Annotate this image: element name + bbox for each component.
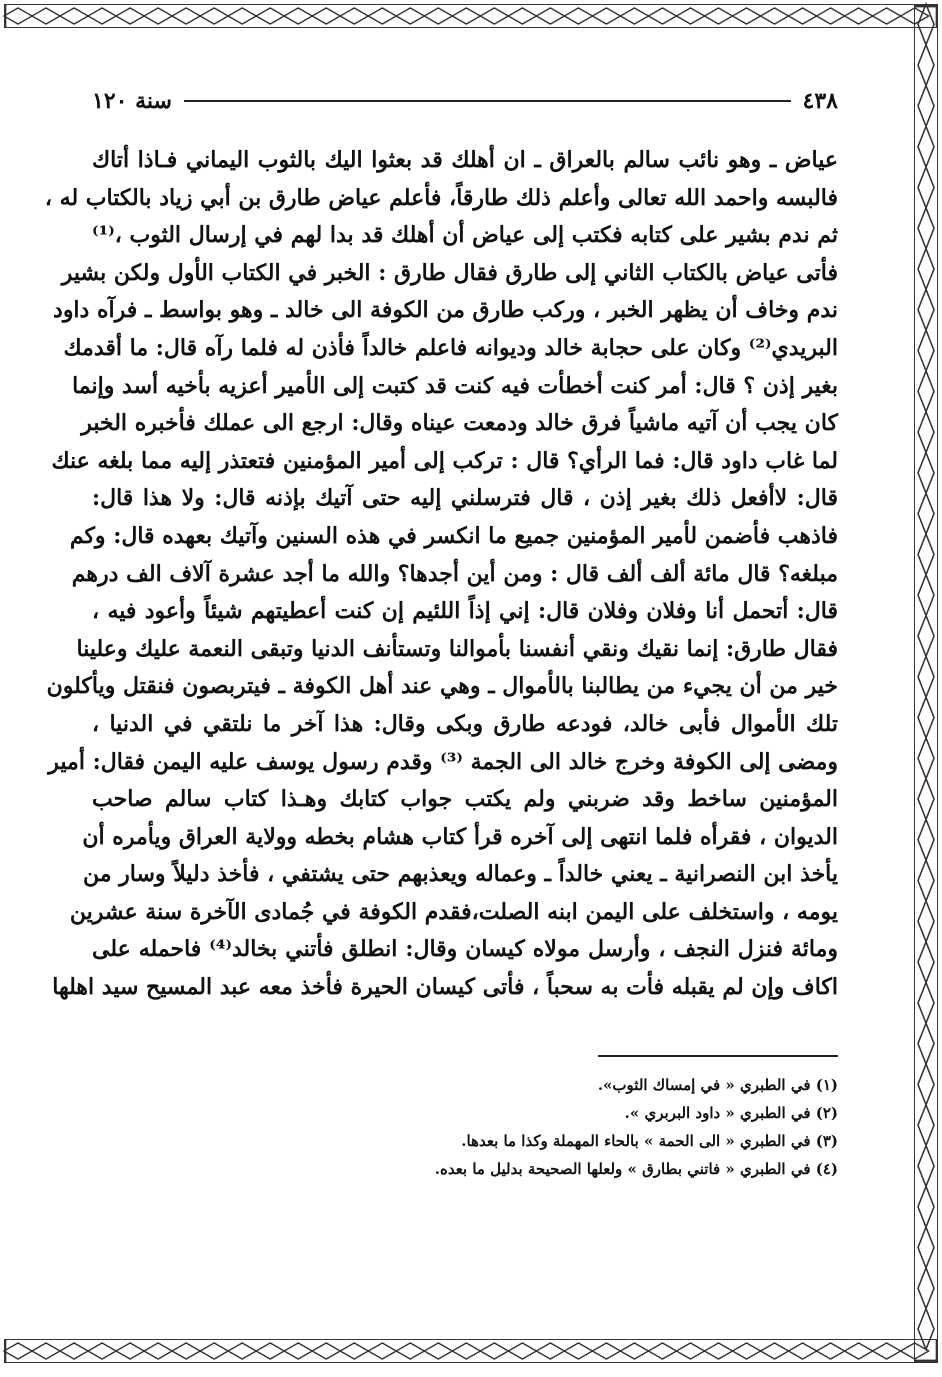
text-line: اكاف وإن لم يقبله فأت به سحباً ، فأتى كيسان الحيرة فأخذ معه عبد المسيح سيد اهلها [52, 974, 838, 1001]
header-rule [184, 100, 791, 102]
text-line: المؤمنين ساخط وقد ضربني ولم يكتب جواب كتابك وهـذا كتاب سالم صاحب [92, 786, 838, 813]
header-year: سنة ١٢٠ [92, 88, 172, 114]
footnote-item: (٤) في الطبري « فاتني بطارق » ولعلها الصحيحة بدليل ما بعده. [434, 1159, 838, 1178]
text-line: خير من أن يجيء من يطالبنا بالأموال ـ وهي عند أهل الكوفة ـ فيتربصون فنقتل ويأكلون [46, 673, 838, 700]
decorative-border-right [914, 4, 938, 1363]
text-line: مبلغه؟ قال مائة ألف ألف قال : ومن أين أجدها؟ والله ما أجد عشرة آلاف الف درهم [71, 560, 838, 587]
footnote-item: (٣) في الطبري « الى الحمة » بالحاء المهملة وكذا ما بعدها. [461, 1131, 838, 1150]
text-line: فقال طارق: إنما نقيك ونقي أنفسنا بأموالنا وتستأنف الدنيا وتبقى النعمة عليك وعلينا [76, 635, 838, 662]
text-line: ومضى إلى الكوفة وخرج خالد الى الجمة ⁽³⁾ وقدم رسول يوسف عليه اليمن فقال: أمير [48, 748, 838, 775]
main-text [44, 142, 839, 1007]
text-line: ومائة فنزل النجف ، وأرسل مولاه كيسان وقال: انطلق فأتني بخالد⁽⁴⁾ فاحمله على [92, 936, 839, 963]
page-number: ٤٣٨ [802, 88, 838, 114]
text-line: يومه ، واستخلف على اليمن ابنه الصلت،فقدم الكوفة في جُمادى الآخرة سنة عشرين [69, 898, 838, 925]
footnotes [92, 1071, 838, 1183]
text-line: قال: لاأفعل ذلك بغير إذن ، قال فترسلني إليه حتى آتيك بإذنه قال: ولا هذا قال: [92, 485, 839, 512]
decorative-border-bottom [4, 1339, 938, 1363]
text-line: قال: أتحمل أنا وفلان وفلان قال: إني إذاً اللئيم إن كنت أعطيتهم شيئاً وأعود فيه ، [92, 598, 838, 625]
footnote-separator [598, 1055, 838, 1057]
text-line: تلك الأموال فأبى خالد، فودعه طارق وبكى وقال: هذا آخر ما نلتقي في الدنيا ، [92, 710, 838, 737]
text-line: البريدي⁽²⁾ وكان على حجابة خالد وديوانه فاعلم خالداً فأذن له فلما رآه قال: ما أقدمك [63, 334, 838, 361]
text-line: يأخذ ابن النصرانية ـ يعني خالداً ـ وعماله ويعذبهم حتى يشتفي ، فأخذ دليلاً وسار من [82, 861, 838, 888]
text-line: عياض ـ وهو نائب سالم بالعراق ـ ان أهلك قد بعثوا اليك بالثوب اليماني فـاذا أتاك [92, 147, 838, 173]
book-page [44, 82, 839, 1317]
text-line: الديوان ، فقرأه فلما انتهى إلى آخره قرأ كتاب هشام بخطه وولاية العراق ويأمره أن [82, 823, 838, 850]
text-line: كان يجب أن آتيه ماشياً فرق خالد ودمعت عيناه وقال: ارجع الى عملك فأخبره الخبر [81, 410, 838, 437]
text-line: ندم وخاف أن يظهر الخبر ، وركب طارق من الكوفة الى خالد ـ وهو بواسط ـ فرآه داود [53, 297, 838, 324]
footnote-item: (١) في الطبري « في إمساك الثوب». [597, 1075, 838, 1094]
text-line: فاذهب فأضمن لأمير المؤمنين جميع ما انكسر في هذه السنين وآتيك بعهده قال: وكم [69, 522, 838, 549]
text-line: فأتى عياض بالكتاب الثاني إلى طارق فقال طارق : الخبر في الكتاب الأول ولكن بشير [61, 259, 838, 286]
text-line: بغير إذن ؟ قال: أمر كنت أخطأت فيه كنت قد كتبت إلى الأمير أعزيه بأخيه أسد وإنما [72, 372, 838, 399]
text-line: ثم ندم بشير على كتابه فكتب إلى عياض أن أهلك قد بدا لهم في إرسال الثوب ،⁽¹⁾ [92, 222, 838, 249]
footnote-item: (٢) في الطبري « داود البربري ». [624, 1103, 838, 1122]
text-line: لما غاب داود قال: فما الرأي؟ قال : تركب إلى أمير المؤمنين فتعتذر إليه مما بلغه عنك [51, 447, 838, 474]
text-line: فالبسه واحمد الله تعالى وأعلم ذلك طارقاً، فأعلم عياض طارق بن أبي زياد بالكتاب له ، [44, 184, 838, 211]
decorative-border-top [4, 4, 938, 28]
running-header [92, 82, 838, 120]
